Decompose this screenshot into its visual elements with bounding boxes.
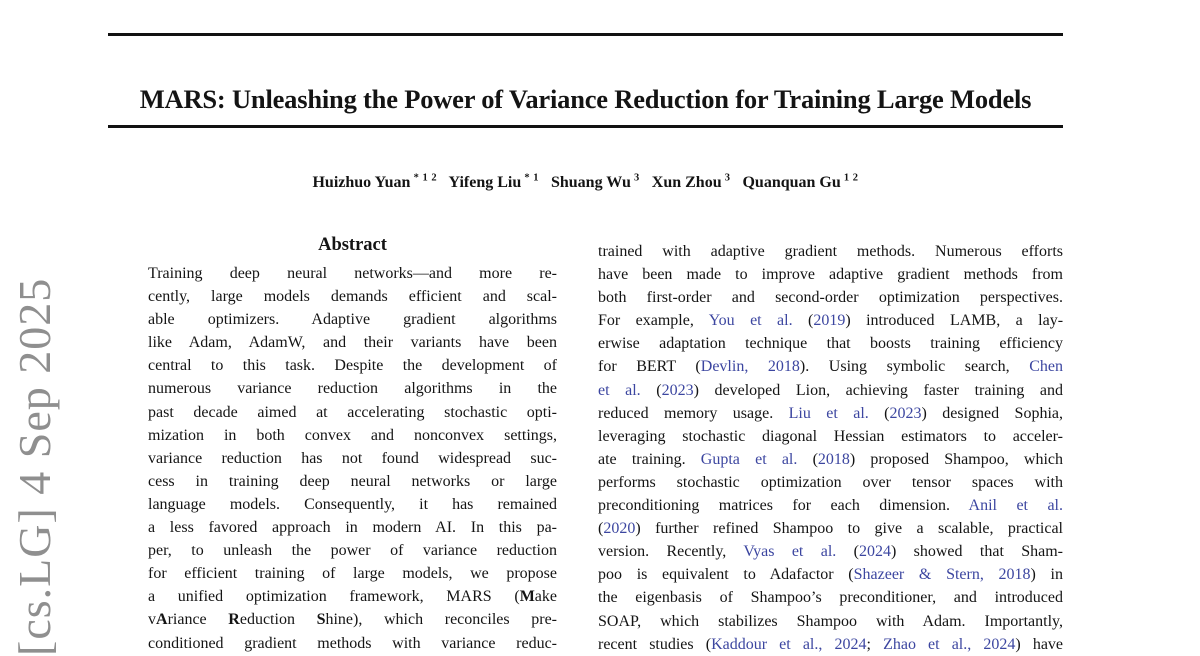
citation-link[interactable]: Kaddour et al., 2024	[711, 635, 867, 653]
text-line	[148, 539, 557, 562]
text-run: hine), which reconciles pre-	[325, 611, 557, 629]
citation-link[interactable]: 2023	[889, 404, 922, 422]
text-run: (	[598, 520, 604, 538]
text-run: ) further refined Shampoo to give a scalable, practical	[635, 520, 1063, 538]
citation-link[interactable]: 2019	[813, 312, 846, 330]
text-line	[148, 632, 557, 655]
citation-link[interactable]: Gupta et al.	[700, 450, 798, 468]
text-run: able optimizers. Adaptive gradient algorithms	[148, 311, 557, 329]
text-line	[598, 402, 1063, 425]
introduction-text-column	[598, 240, 1063, 656]
text-line	[598, 355, 1063, 378]
text-run: preconditioning matrices for each dimension.	[598, 497, 969, 515]
bold-text-run: A	[156, 611, 168, 629]
citation-link[interactable]: Shazeer & Stern, 2018	[853, 566, 1031, 584]
text-run: past decade aimed at accelerating stochastic opti-	[148, 403, 557, 421]
bold-text-run: R	[228, 611, 240, 629]
text-run: numerous variance reduction algorithms in the	[148, 380, 557, 398]
text-line	[148, 262, 557, 285]
text-run: (	[836, 543, 859, 561]
text-run: Yifeng Liu	[437, 174, 522, 191]
bold-text-run: S	[316, 611, 326, 629]
text-run: erwise adaptation technique that boosts training efficiency	[598, 335, 1063, 353]
text-run: reduced memory usage.	[598, 404, 789, 422]
text-line	[598, 633, 1063, 656]
text-line	[148, 447, 557, 470]
author-superscript: 3	[721, 172, 731, 184]
abstract-heading: Abstract	[318, 235, 387, 255]
text-line	[598, 471, 1063, 494]
citation-link[interactable]: Devlin, 2018	[700, 358, 800, 376]
text-run: For example,	[598, 312, 709, 330]
text-line	[148, 331, 557, 354]
author-superscript: 1 2	[840, 172, 859, 184]
text-run: per, to unleash the power of variance reduction	[148, 542, 557, 560]
text-line	[148, 493, 557, 516]
text-run: Shuang Wu	[538, 174, 631, 191]
text-line	[598, 610, 1063, 633]
citation-link[interactable]: et al.	[598, 381, 641, 399]
text-run: cess in training deep neural networks or large	[148, 472, 557, 490]
text-run: language models. Consequently, it has remained	[148, 495, 557, 513]
text-line	[598, 563, 1063, 586]
text-run: for BERT (	[598, 358, 701, 376]
text-line	[598, 379, 1063, 402]
text-line	[598, 448, 1063, 471]
author-superscript: 3	[630, 172, 640, 184]
text-line	[598, 586, 1063, 609]
author-list	[108, 171, 1063, 194]
text-run: a unified optimization framework, MARS (	[148, 588, 520, 606]
bold-text-run: M	[519, 588, 535, 606]
citation-link[interactable]: Zhao et al., 2024	[883, 635, 1016, 653]
text-line	[148, 608, 557, 631]
text-run: (	[797, 450, 818, 468]
text-run: ;	[866, 635, 884, 653]
text-run: (	[868, 404, 890, 422]
text-run: the eigenbasis of Shampoo’s preconditioner, and introduced	[598, 589, 1063, 607]
text-run: cently, large models demands efficient and scal-	[148, 288, 557, 306]
text-line	[148, 470, 557, 493]
text-line	[148, 516, 557, 539]
text-run: ) showed that Sham-	[890, 543, 1064, 561]
text-run: both first-order and second-order optimization perspectives.	[598, 289, 1063, 307]
text-line	[148, 377, 557, 400]
text-line	[598, 309, 1063, 332]
text-line	[148, 424, 557, 447]
text-run: Huizhuo Yuan	[312, 174, 411, 191]
text-run: ate training.	[598, 450, 701, 468]
text-run: ) introduced LAMB, a lay-	[845, 312, 1064, 330]
text-run: performs stochastic optimization over tensor spaces with	[598, 473, 1063, 491]
text-line	[598, 425, 1063, 448]
citation-link[interactable]: You et al.	[708, 312, 793, 330]
text-run: (	[792, 312, 814, 330]
text-line	[148, 585, 557, 608]
citation-link[interactable]: 2020	[603, 520, 636, 538]
text-run: leveraging stochastic diagonal Hessian estimators to acceler-	[598, 427, 1063, 445]
text-line	[148, 401, 557, 424]
text-run: ) proposed Shampoo, which	[849, 450, 1064, 468]
author-superscript: * 1 2	[410, 172, 438, 184]
header-rule-top	[108, 33, 1063, 36]
text-line	[148, 308, 557, 331]
citation-link[interactable]: Chen	[1029, 358, 1064, 376]
text-line	[598, 286, 1063, 309]
text-run: variance reduction has not found widespread suc-	[148, 449, 557, 467]
text-run: SOAP, which stabilizes Shampoo with Adam. Importantly,	[598, 612, 1063, 630]
text-run: have been made to improve adaptive gradient methods from	[598, 266, 1063, 284]
text-line	[598, 240, 1063, 263]
text-run: for efficient training of large models, we propose	[148, 565, 557, 583]
text-line	[598, 332, 1063, 355]
arxiv-watermark: [cs.LG] 4 Sep 2025	[9, 277, 60, 656]
text-line	[148, 562, 557, 585]
text-run: Xun Zhou	[639, 174, 722, 191]
text-line	[598, 494, 1063, 517]
citation-link[interactable]: Liu et al.	[788, 404, 869, 422]
text-run: eduction	[239, 611, 317, 629]
text-line	[598, 263, 1063, 286]
abstract-text-column	[148, 262, 557, 655]
text-run: recent studies (	[598, 635, 712, 653]
citation-link[interactable]: 2023	[661, 381, 694, 399]
citation-link[interactable]: Vyas et al.	[743, 543, 837, 561]
text-line	[148, 285, 557, 308]
citation-link[interactable]: Anil et al.	[968, 497, 1064, 515]
text-run: mization in both convex and nonconvex settings,	[148, 426, 557, 444]
text-run: ) designed Sophia,	[921, 404, 1063, 422]
paper-title: MARS: Unleashing the Power of Variance Reduction for Training Large Models	[139, 83, 1032, 114]
text-line	[598, 517, 1063, 540]
citation-link[interactable]: 2018	[817, 450, 850, 468]
text-run: v	[148, 611, 156, 629]
text-run: (	[640, 381, 662, 399]
text-run: ) in	[1030, 566, 1063, 584]
text-line	[598, 540, 1063, 563]
text-line	[148, 354, 557, 377]
text-run: version. Recently,	[598, 543, 744, 561]
text-run: like Adam, AdamW, and their variants have been	[148, 334, 557, 352]
text-run: ) developed Lion, achieving faster training and	[693, 381, 1064, 399]
text-line	[108, 171, 1063, 194]
text-run: Training deep neural networks—and more re-	[148, 265, 557, 282]
text-run: a less favored approach in modern AI. In this pa-	[148, 519, 557, 537]
header-rule-bottom	[108, 125, 1063, 128]
text-run: trained with adaptive gradient methods. Numerous efforts	[598, 243, 1063, 260]
text-run: poo is equivalent to Adafactor (	[598, 566, 854, 584]
text-run: ake	[534, 588, 557, 606]
text-run: riance	[167, 611, 229, 629]
text-run: conditioned gradient methods with variance reduc-	[148, 634, 557, 652]
text-run: ). Using symbolic search,	[799, 358, 1030, 376]
text-run: central to this task. Despite the development of	[148, 357, 557, 375]
citation-link[interactable]: 2024	[858, 543, 891, 561]
text-run: Quanquan Gu	[730, 174, 841, 191]
author-superscript: * 1	[521, 172, 539, 184]
text-run: ) have	[1015, 635, 1064, 653]
